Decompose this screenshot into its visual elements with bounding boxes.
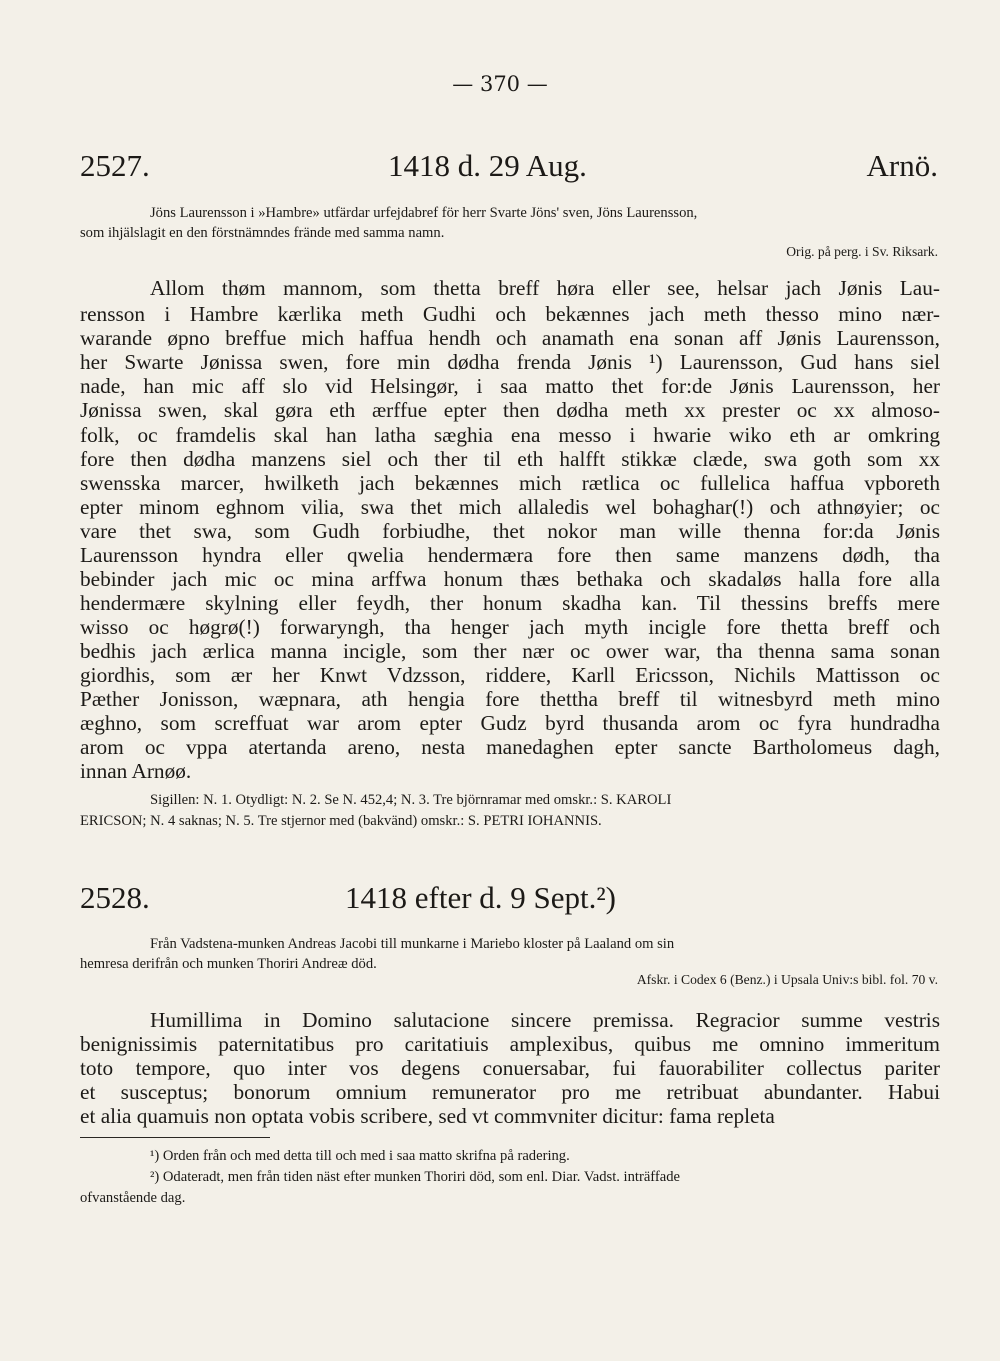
text-line: wisso oc høgrø(!) forwaryngh, tha henger jach myth incigle fore thetta breff och	[80, 615, 940, 639]
footnote: ¹) Orden från och med detta till och med i saa matto skrifna på radering.	[150, 1148, 570, 1164]
entry-summary-line: som ihjälslagit en den förstnämndes frände med samma namn.	[80, 225, 445, 241]
page-number: — 370 —	[452, 72, 548, 96]
text-line: fore then dødha manzens siel och ther til eth halfft stikkæ clæde, swa goth som xx	[80, 447, 940, 471]
text-line: Allom thøm mannom, som thetta breff høra eller see, helsar jach Jønis Lau-	[150, 276, 940, 300]
entry-number: 2528.	[80, 880, 150, 915]
text-line: Jønissa swen, skal gøra eth ærffue epter then dødha meth xx prester oc xx almoso-	[80, 398, 940, 422]
text-line: rensson i Hambre kærlika meth Gudhi och bekænnes jach meth thesso mino nær-	[80, 302, 940, 326]
text-line: et alia quamuis non optata vobis scribere, sed vt commvniter dicitur: fama repleta	[80, 1104, 775, 1128]
text-line: innan Arnøø.	[80, 759, 192, 783]
entry-source: Afskr. i Codex 6 (Benz.) i Upsala Univ:s bibl. fol. 70 v.	[636, 972, 938, 987]
footnote-continuation: ofvanstående dag.	[80, 1190, 186, 1206]
footnote: ²) Odateradt, men från tiden näst efter munken Thoriri död, som enl. Diar. Vadst. inträffade	[150, 1169, 681, 1185]
text-line: benignissimis paternitatibus pro caritatiuis amplexibus, quibus me omnino immeritum	[80, 1032, 940, 1056]
text-line: bedhis jach ærlica manna incigle, som ther nær oc ower war, tha thenna sama sonan	[80, 639, 940, 663]
text-line: bebinder jach mic oc mina arffwa honum thæs bethaka och skadaløs halla fore alla	[80, 567, 940, 591]
text-line: hendermære skylning eller feydh, ther honum skadha kan. Til thessins breffs mere	[80, 591, 940, 615]
text-line: et susceptus; bonorum omnium remunerator pro me retribuat abundanter. Habui	[80, 1080, 940, 1104]
text-line: æghno, som screffuat war arom epter Gudz byrd thusanda arom oc fyra hundradha	[80, 711, 940, 735]
text-line: warande øpno breffue mich haffua hendh och anamath ena sonan aff Jønis Laurensson,	[80, 326, 940, 350]
text-line: nade, han mic aff slo vid Helsingør, i saa matto thet for:de Jønis Laurensson, her	[80, 374, 940, 398]
text-line: giordhis, som ær her Knwt Vdzsson, riddere, Karll Ericsson, Nichils Mattisson oc	[80, 663, 940, 687]
entry-date: 1418 efter d. 9 Sept.²)	[345, 880, 617, 915]
entry-summary-line: hemresa derifrån och munken Thoriri Andreæ död.	[80, 956, 377, 972]
text-line: Pæther Jonisson, wæpnara, ath hengia fore thettha breff til witnesbyrd meth mino	[80, 687, 940, 711]
entry-summary-line: Jöns Laurensson i »Hambre» utfärdar urfejdabref för herr Svarte Jöns' sven, Jöns Laurensson,	[150, 205, 698, 221]
text-line: her Swarte Jønissa swen, fore min dødha frenda Jønis ¹) Laurensson, Gud hans siel	[80, 350, 940, 374]
seals-line: ERICSON; N. 4 saknas; N. 5. Tre stjernor med (bakvänd) omskr.: S. PETRI IOHANNIS.	[80, 813, 602, 829]
text-line: toto tempore, quo inter vos degens conuersabar, fui fauorabiliter collectus pariter	[80, 1056, 940, 1080]
text-line: Laurensson hyndra eller qwelia hendermæra fore then same manzens dødh, tha	[80, 543, 940, 567]
text-line: folk, oc framdelis skal han latha sæghia ena messo i hwarie wiko eth ar omkring	[80, 423, 940, 447]
entry-number: 2527.	[80, 148, 150, 183]
entry-summary-line: Från Vadstena-munken Andreas Jacobi till munkarne i Mariebo kloster på Laaland om sin	[150, 936, 675, 952]
text-line: vare thet swa, som Gudh forbiudhe, thet nokor man wille thenna for:da Jønis	[80, 519, 940, 543]
text-line: arom oc vppa atertanda areno, nesta manedaghen epter sancte Bartholomeus dagh,	[80, 735, 940, 759]
seals-line: Sigillen: N. 1. Otydligt: N. 2. Se N. 452,4; N. 3. Tre björnramar med omskr.: S. KAROLI	[150, 792, 672, 808]
entry-place: Arnö.	[866, 148, 938, 183]
entry-source: Orig. på perg. i Sv. Riksark.	[786, 244, 938, 259]
text-line: epter minom eghnom vilia, swa thet mich allaledis wel bohaghar(!) och athnøyier; oc	[80, 495, 940, 519]
text-line: Humillima in Domino salutacione sincere premissa. Regracior summe vestris	[150, 1008, 940, 1032]
text-line: swensska marcer, hwilketh jach bekænnes mich rætlica oc fullelica haffua vpboreth	[80, 471, 940, 495]
entry-date: 1418 d. 29 Aug.	[388, 148, 587, 183]
footnote-divider	[80, 1137, 270, 1138]
